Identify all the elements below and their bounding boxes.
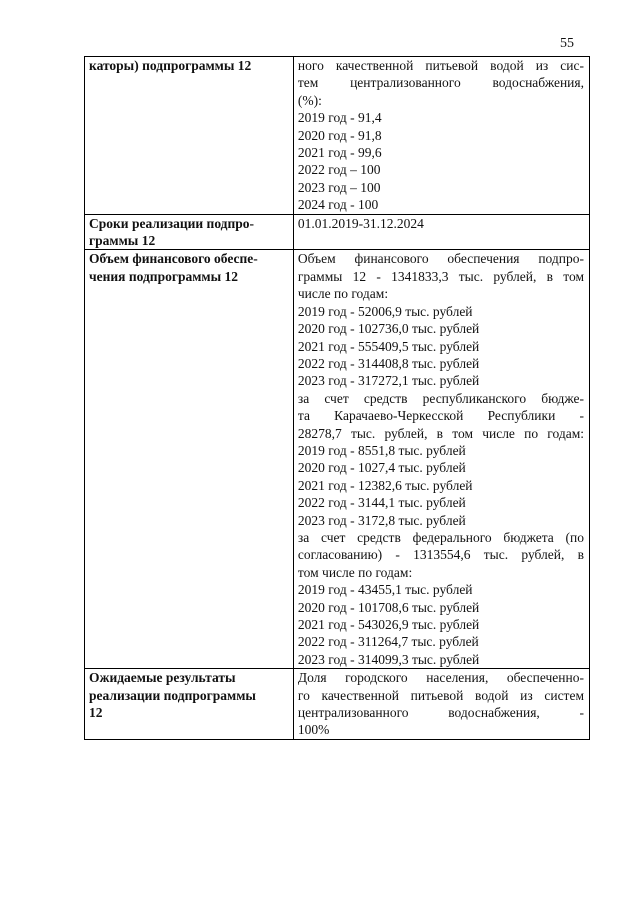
value-line: 2023 год – 100	[297, 179, 381, 195]
value-line: Доля городского населения, обеспеченно-	[297, 670, 584, 686]
value-line: 2023 год - 317272,1 тыс. рублей	[297, 373, 480, 389]
value-line: 100%	[297, 722, 330, 738]
value-line: за счет средств федерального бюджета (по	[297, 529, 584, 545]
value-line: 28278,7 тыс. рублей, в том числе по годам:	[297, 425, 584, 441]
value-line: 2021 год - 543026,9 тыс. рублей	[297, 617, 480, 632]
value-line: 2022 год - 311264,7 тыс. рублей	[297, 634, 479, 650]
row-value-cell	[293, 214, 589, 250]
value-line: 2022 год - 3144,1 тыс. рублей	[297, 495, 466, 511]
value-line: 2019 год - 91,4	[297, 110, 382, 126]
label-line: 12	[89, 705, 103, 721]
table-row	[85, 214, 590, 250]
value-line: согласованию) - 1313554,6 тыс. рублей, в	[297, 547, 584, 563]
value-line: за счет средств республиканского бюдже-	[297, 390, 584, 406]
value-line: Объем финансового обеспечения подпро-	[297, 251, 584, 267]
value-line: 01.01.2019-31.12.2024	[297, 215, 424, 231]
value-line: 2019 год - 8551,8 тыс. рублей	[297, 442, 466, 458]
label-line: каторы) подпрограммы 12	[89, 58, 252, 73]
value-line: ного качественной питьевой водой из сис-	[297, 58, 584, 73]
label-line: Ожидаемые результаты	[89, 670, 236, 686]
value-line: та Карачаево-Черкесской Республики -	[297, 408, 584, 424]
row-label-cell	[85, 250, 294, 669]
value-line: го качественной питьевой водой из систем	[297, 687, 584, 703]
row-label-cell	[85, 214, 294, 250]
row-label-cell	[85, 57, 294, 215]
table-row	[85, 250, 590, 669]
row-value-cell	[293, 669, 589, 740]
value-line: 2020 год - 91,8	[297, 127, 382, 143]
value-line: 2020 год - 1027,4 тыс. рублей	[297, 460, 466, 476]
value-line: 2021 год - 555409,5 тыс. рублей	[297, 338, 480, 354]
label-line: Сроки реализации подпро-	[89, 215, 255, 231]
value-line: числе по годам:	[297, 286, 389, 302]
value-line: 2020 год - 102736,0 тыс. рублей	[297, 321, 480, 337]
value-line: (%):	[297, 92, 322, 108]
page-number: 55	[560, 36, 574, 51]
table-body	[85, 57, 590, 740]
value-line: 2022 год – 100	[297, 162, 381, 178]
value-line: тем централизованного водоснабжения,	[297, 75, 584, 91]
value-line: 2022 год - 314408,8 тыс. рублей	[297, 355, 480, 371]
value-line: 2021 год - 12382,6 тыс. рублей	[297, 477, 473, 493]
value-line: том числе по годам:	[297, 564, 413, 580]
row-value-cell	[293, 250, 589, 669]
label-line: Объем финансового обеспе-	[89, 251, 258, 267]
value-line: 2021 год - 99,6	[297, 145, 382, 161]
label-line: реализации подпрограммы	[89, 687, 256, 703]
value-line: 2019 год - 43455,1 тыс. рублей	[297, 582, 473, 598]
row-value-cell	[293, 57, 589, 215]
value-line: 2024 год - 100	[297, 197, 379, 213]
label-line: граммы 12	[89, 233, 156, 249]
table-row	[85, 57, 590, 215]
label-line: чения подпрограммы 12	[89, 268, 239, 284]
value-line: 2023 год - 314099,3 тыс. рублей	[297, 651, 480, 667]
row-label-cell	[85, 669, 294, 740]
table-row	[85, 669, 590, 740]
subprogram-passport-table	[84, 56, 590, 740]
value-line: централизованного водоснабжения, -	[297, 705, 584, 721]
value-line: 2020 год - 101708,6 тыс. рублей	[297, 599, 480, 615]
value-line: 2023 год - 3172,8 тыс. рублей	[297, 512, 466, 528]
value-line: 2019 год - 52006,9 тыс. рублей	[297, 303, 473, 319]
value-line: граммы 12 - 1341833,3 тыс. рублей, в том	[297, 268, 584, 284]
